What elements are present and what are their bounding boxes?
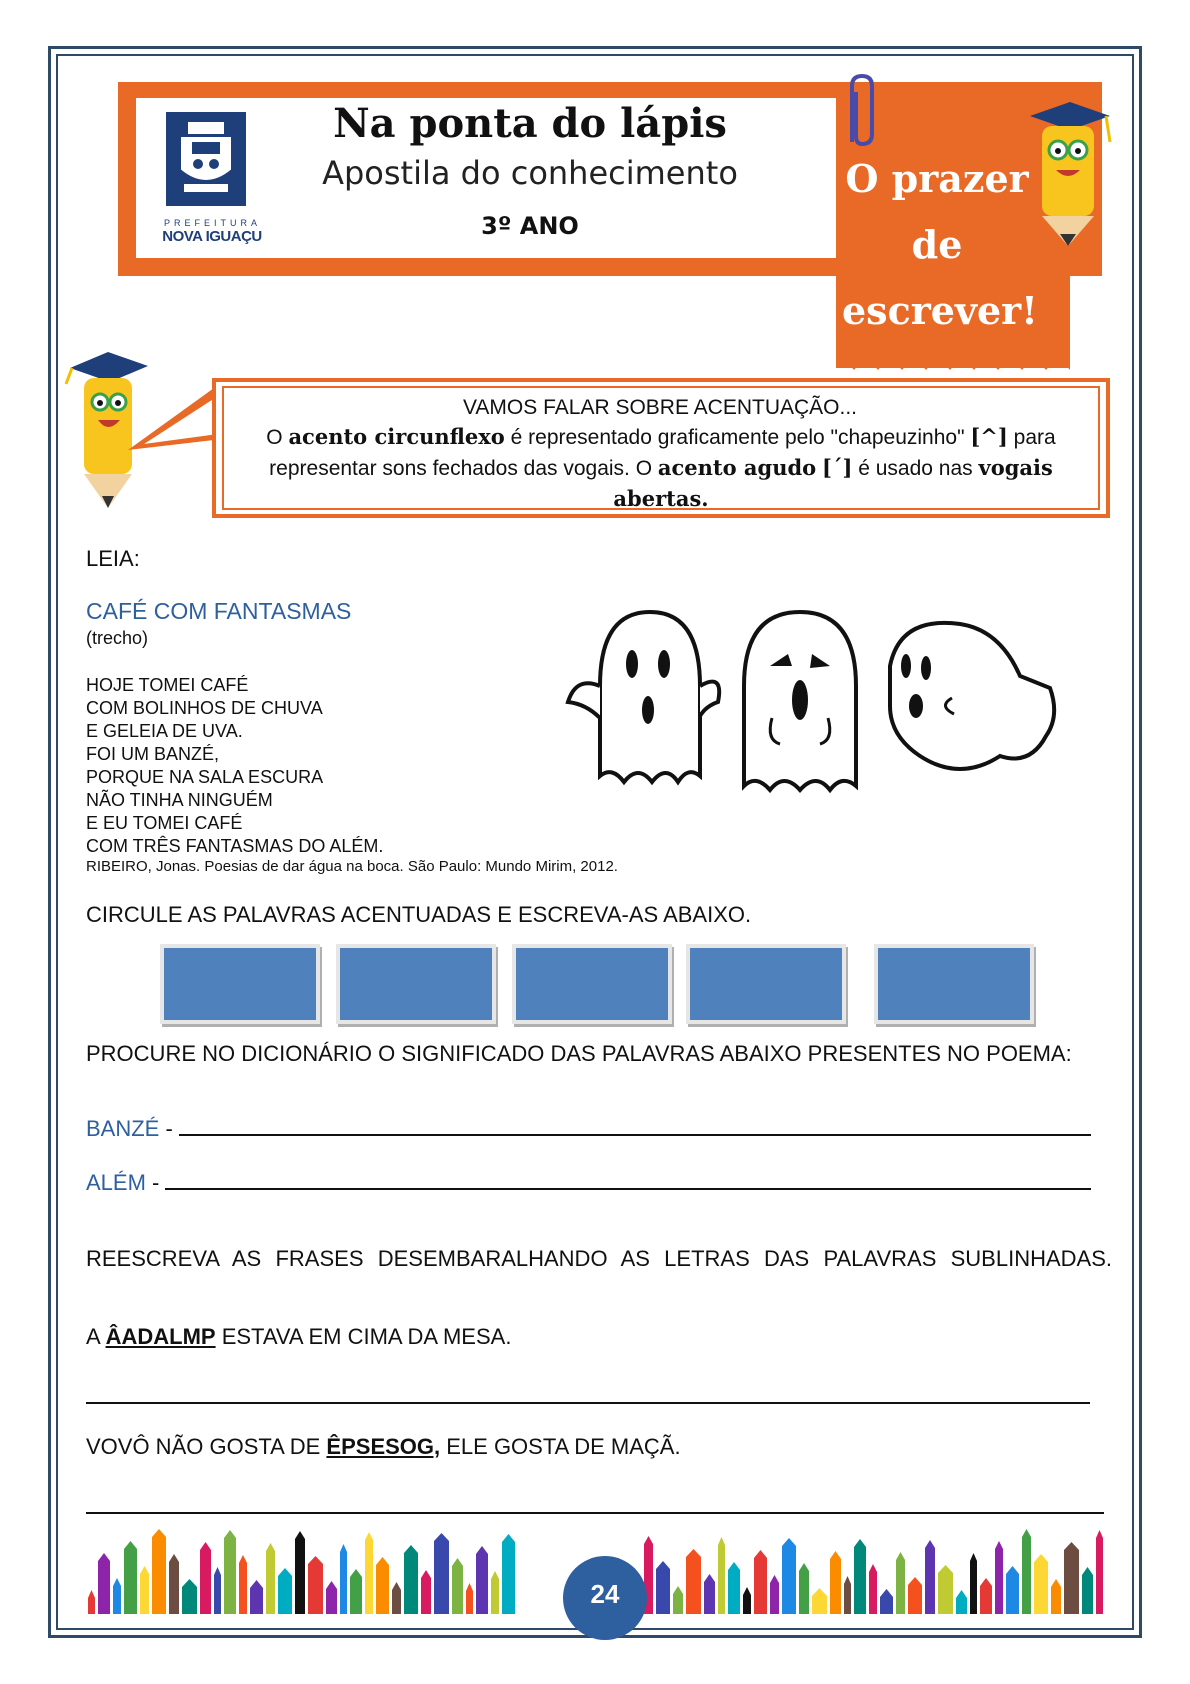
pencil-tip (200, 1542, 211, 1550)
pencil-tip (782, 1538, 796, 1546)
pencil-shaft (908, 1585, 922, 1614)
pencil-tip (718, 1537, 725, 1545)
pencil-tip (1082, 1567, 1093, 1575)
pencil-shaft (152, 1537, 166, 1614)
pencil-shaft (434, 1541, 449, 1614)
zigzag-edge (836, 350, 1070, 370)
pencil-shaft (656, 1569, 670, 1614)
pencil-tip (896, 1552, 905, 1560)
pencil-shaft (799, 1571, 809, 1614)
pencil-tip (392, 1582, 401, 1590)
pencil-tip (1051, 1579, 1061, 1587)
pencil-tip (308, 1556, 323, 1564)
poem-line: COM TRÊS FANTASMAS DO ALÉM. (86, 836, 384, 856)
pencil-tip (124, 1541, 137, 1549)
pencil-shaft (376, 1565, 389, 1614)
pencil-shaft (295, 1539, 305, 1614)
pencil-tip (644, 1536, 653, 1544)
pencil-shaft (214, 1575, 221, 1614)
answer-box-2[interactable] (336, 944, 496, 1024)
pencil-shaft (754, 1558, 767, 1614)
pencil-shaft (844, 1584, 851, 1614)
scrambled-word-2: ÊPSESOG, (326, 1434, 441, 1459)
pencil-shaft (728, 1570, 740, 1614)
pencil-shaft (1006, 1574, 1019, 1614)
separator: - (159, 1116, 179, 1141)
term-circunflexo: acento circunflexo (288, 424, 505, 449)
pencil-tip (754, 1550, 767, 1558)
question-circle-words: CIRCULE AS PALAVRAS ACENTUADAS E ESCREVA-AS ABAIXO. (86, 902, 752, 927)
sentence-part: ESTAVA EM CIMA DA MESA. (215, 1324, 512, 1349)
scrambled-word-1: ÂADALMP (105, 1324, 216, 1349)
pencil-tip (1022, 1529, 1031, 1537)
poem-line: NÃO TINHA NINGUÉM (86, 790, 273, 810)
answer-line-banze[interactable] (179, 1134, 1091, 1136)
ghost-icon (568, 612, 719, 782)
pencil-shaft (392, 1590, 401, 1614)
answer-line-alem[interactable] (165, 1188, 1091, 1190)
city-crest-icon (164, 110, 248, 208)
pencil-character-icon (1010, 96, 1120, 246)
pencil-tip (295, 1531, 305, 1539)
sentence-part: ELE GOSTA DE MAÇÃ. (440, 1434, 681, 1459)
pencil-tip (854, 1539, 866, 1547)
pencil-shaft (1096, 1538, 1103, 1614)
pencil-shaft (896, 1560, 905, 1614)
pencil-tip (350, 1569, 362, 1577)
pencil-shaft (830, 1559, 841, 1614)
paperclip-icon (840, 72, 880, 152)
pencil-tip (214, 1567, 221, 1575)
word-banze: BANZÉ (86, 1116, 160, 1141)
term-agudo: acento agudo (657, 455, 817, 480)
sentence-1 (86, 1324, 511, 1350)
pencil-shaft (743, 1595, 751, 1614)
word-alem: ALÉM (86, 1170, 146, 1195)
sentence-2 (86, 1434, 681, 1460)
pencil-shaft (970, 1561, 977, 1614)
pencil-tip (340, 1544, 347, 1552)
pencil-shaft (88, 1598, 95, 1614)
pencil-tip (88, 1590, 95, 1598)
answer-box-4[interactable] (686, 944, 846, 1024)
pencil-shaft (869, 1572, 877, 1614)
page-subtitle: Apostila do conhecimento (322, 154, 738, 192)
pencil-shaft (350, 1577, 362, 1614)
pencil-shaft (169, 1562, 179, 1614)
poem-credit: RIBEIRO, Jonas. Poesias de dar água na boca. São Paulo: Mundo Mirim, 2012. (86, 858, 618, 875)
pencil-tip (956, 1590, 967, 1598)
pencil-tip (880, 1589, 893, 1597)
pencil-tip (799, 1563, 809, 1571)
pencil-shaft (308, 1564, 323, 1614)
poem-line: HOJE TOMEI CAFÉ (86, 675, 249, 695)
sentence-part: VOVÔ NÃO GOSTA DE (86, 1434, 327, 1459)
pencil-tip (980, 1578, 992, 1586)
pencil-shaft (404, 1553, 418, 1614)
question-dictionary: PROCURE NO DICIONÁRIO O SIGNIFICADO DAS PALAVRAS ABAIXO PRESENTES NO POEMA: (86, 1041, 1072, 1066)
pencil-tip (743, 1587, 751, 1595)
poem-line: PORQUE NA SALA ESCURA (86, 767, 324, 787)
pencil-tip (169, 1554, 179, 1562)
speech-part: é representado graficamente pelo "chapeuzinho" (504, 426, 971, 449)
pencil-shaft (239, 1563, 247, 1614)
pencil-tip (704, 1574, 715, 1582)
pencil-tip (995, 1541, 1003, 1549)
pencil-shaft (491, 1579, 499, 1614)
page-title: Na ponta do lápis (333, 100, 727, 147)
leia-label: LEIA: (86, 546, 140, 571)
pencil-shaft (718, 1545, 725, 1614)
pencil-shaft (925, 1548, 935, 1614)
pencil-shaft (1064, 1550, 1079, 1614)
pencil-tip (925, 1540, 935, 1548)
pencil-shaft (980, 1586, 992, 1614)
poem-text (86, 674, 383, 858)
pencil-tip (869, 1564, 877, 1572)
pencil-tip (224, 1530, 236, 1538)
definition-row-alem (86, 1170, 1091, 1196)
poem-line: FOI UM BANZÉ, (86, 744, 220, 764)
symbol-circunflexo: [^] (970, 424, 1008, 449)
pencil-tip (376, 1557, 389, 1565)
poem-line: E EU TOMEI CAFÉ (86, 813, 243, 833)
slogan-line-2: de (911, 222, 963, 267)
pencil-shaft (421, 1578, 431, 1614)
pencil-shaft (704, 1582, 715, 1614)
slogan-line-1: O prazer (845, 156, 1029, 201)
pencil-shaft (476, 1554, 488, 1614)
pencil-tip (326, 1581, 337, 1589)
pencil-tip (278, 1568, 292, 1576)
pencil-tip (182, 1579, 197, 1587)
pencil-tip (686, 1549, 701, 1557)
pencil-tip (908, 1577, 922, 1585)
sentence-part: A (86, 1324, 106, 1349)
pencil-tip (476, 1546, 488, 1554)
pencil-tip (466, 1583, 473, 1591)
pencil-tip (250, 1580, 263, 1588)
pencil-tip (1006, 1566, 1019, 1574)
pencil-tip (491, 1571, 499, 1579)
pencil-tip (1064, 1542, 1079, 1550)
pencil-shaft (466, 1591, 473, 1614)
pencil-shaft (266, 1551, 275, 1614)
answer-box-1[interactable] (160, 944, 320, 1024)
page-number: 24 (563, 1556, 647, 1640)
speech-part: para representar sons fechados das vogais. O (269, 426, 1056, 480)
pencil-shaft (182, 1587, 197, 1614)
pencil-tip (812, 1588, 827, 1596)
pencil-shaft (326, 1589, 337, 1614)
pencil-tip (152, 1529, 166, 1537)
pencil-tip (502, 1534, 515, 1542)
pencil-shaft (812, 1596, 827, 1614)
pencil-tip (140, 1566, 149, 1574)
pencil-tip (844, 1576, 851, 1584)
pencil-shaft (250, 1588, 263, 1614)
pencil-shaft (365, 1540, 373, 1614)
symbol-agudo: [´] (822, 455, 853, 480)
answer-line-1[interactable] (86, 1402, 1090, 1404)
pencil-shaft (113, 1586, 121, 1614)
pencil-tip (770, 1575, 779, 1583)
pencil-tip (404, 1545, 418, 1553)
pencil-shaft (224, 1538, 236, 1614)
pencil-tip (1096, 1530, 1103, 1538)
answer-boxes (160, 944, 1060, 1024)
pencil-tip (970, 1553, 977, 1561)
pencil-shaft (956, 1598, 967, 1614)
pencil-tip (421, 1570, 431, 1578)
pencil-shaft (1051, 1587, 1061, 1614)
speech-part: é usado nas (852, 457, 979, 480)
poem-title: CAFÉ COM FANTASMAS (86, 598, 352, 624)
pencil-tip (239, 1555, 247, 1563)
pencil-shaft (200, 1550, 211, 1614)
pencil-tip (98, 1553, 110, 1561)
pencil-tip (830, 1551, 841, 1559)
pencil-shaft (938, 1573, 953, 1614)
logo-name: NOVA IGUAÇU (162, 228, 262, 245)
pencil-shaft (880, 1597, 893, 1614)
pencil-shaft (995, 1549, 1003, 1614)
pencil-shaft (340, 1552, 347, 1614)
pencil-shaft (502, 1542, 515, 1614)
poem-line: COM BOLINHOS DE CHUVA (86, 698, 323, 718)
pencil-tip (113, 1578, 121, 1586)
poem-subtitle: (trecho) (86, 628, 149, 648)
pencil-shaft (98, 1561, 110, 1614)
pencil-shaft (1034, 1562, 1048, 1614)
slogan-line-3: escrever! (842, 288, 1038, 333)
pencil-tip (266, 1543, 275, 1551)
term-vogais-abertas: vogais abertas. (613, 455, 1053, 511)
speech-part: O (266, 426, 289, 449)
pencil-shaft (782, 1546, 796, 1614)
pencil-shaft (770, 1583, 779, 1614)
question-unscramble: REESCREVA AS FRASES DESEMBARALHANDO AS LETRAS DAS PALAVRAS SUBLINHADAS. (86, 1246, 1112, 1271)
pencil-shaft (278, 1576, 292, 1614)
pencil-shaft (452, 1566, 463, 1614)
poem-line: E GELEIA DE UVA. (86, 721, 243, 741)
separator: - (145, 1170, 166, 1195)
definition-row-banze (86, 1116, 1091, 1142)
pencil-shaft (140, 1574, 149, 1614)
slogan-text (842, 146, 1038, 344)
pencil-tip (673, 1586, 683, 1594)
speech-title: VAMOS FALAR SOBRE ACENTUAÇÃO... (462, 396, 858, 419)
logo-caption: PREFEITURA (164, 218, 262, 228)
pencil-tip (656, 1561, 670, 1569)
pencil-shaft (673, 1594, 683, 1614)
pencil-shaft (854, 1547, 866, 1614)
ghosts-illustration (560, 606, 1080, 806)
answer-line-2[interactable] (86, 1512, 1104, 1514)
pencil-shaft (1082, 1575, 1093, 1614)
pencil-shaft (1022, 1537, 1031, 1614)
pencil-shaft (124, 1549, 137, 1614)
pencil-shaft (686, 1557, 701, 1614)
speech-text (236, 422, 1086, 515)
answer-box-3[interactable] (512, 944, 672, 1024)
pencil-tip (434, 1533, 449, 1541)
pencil-tip (938, 1565, 953, 1573)
answer-box-5[interactable] (874, 944, 1034, 1024)
pencil-tip (365, 1532, 373, 1540)
pencil-tip (728, 1562, 740, 1570)
pencil-tip (1034, 1554, 1048, 1562)
grade-label: 3º ANO (481, 212, 579, 240)
pencil-tip (452, 1558, 463, 1566)
